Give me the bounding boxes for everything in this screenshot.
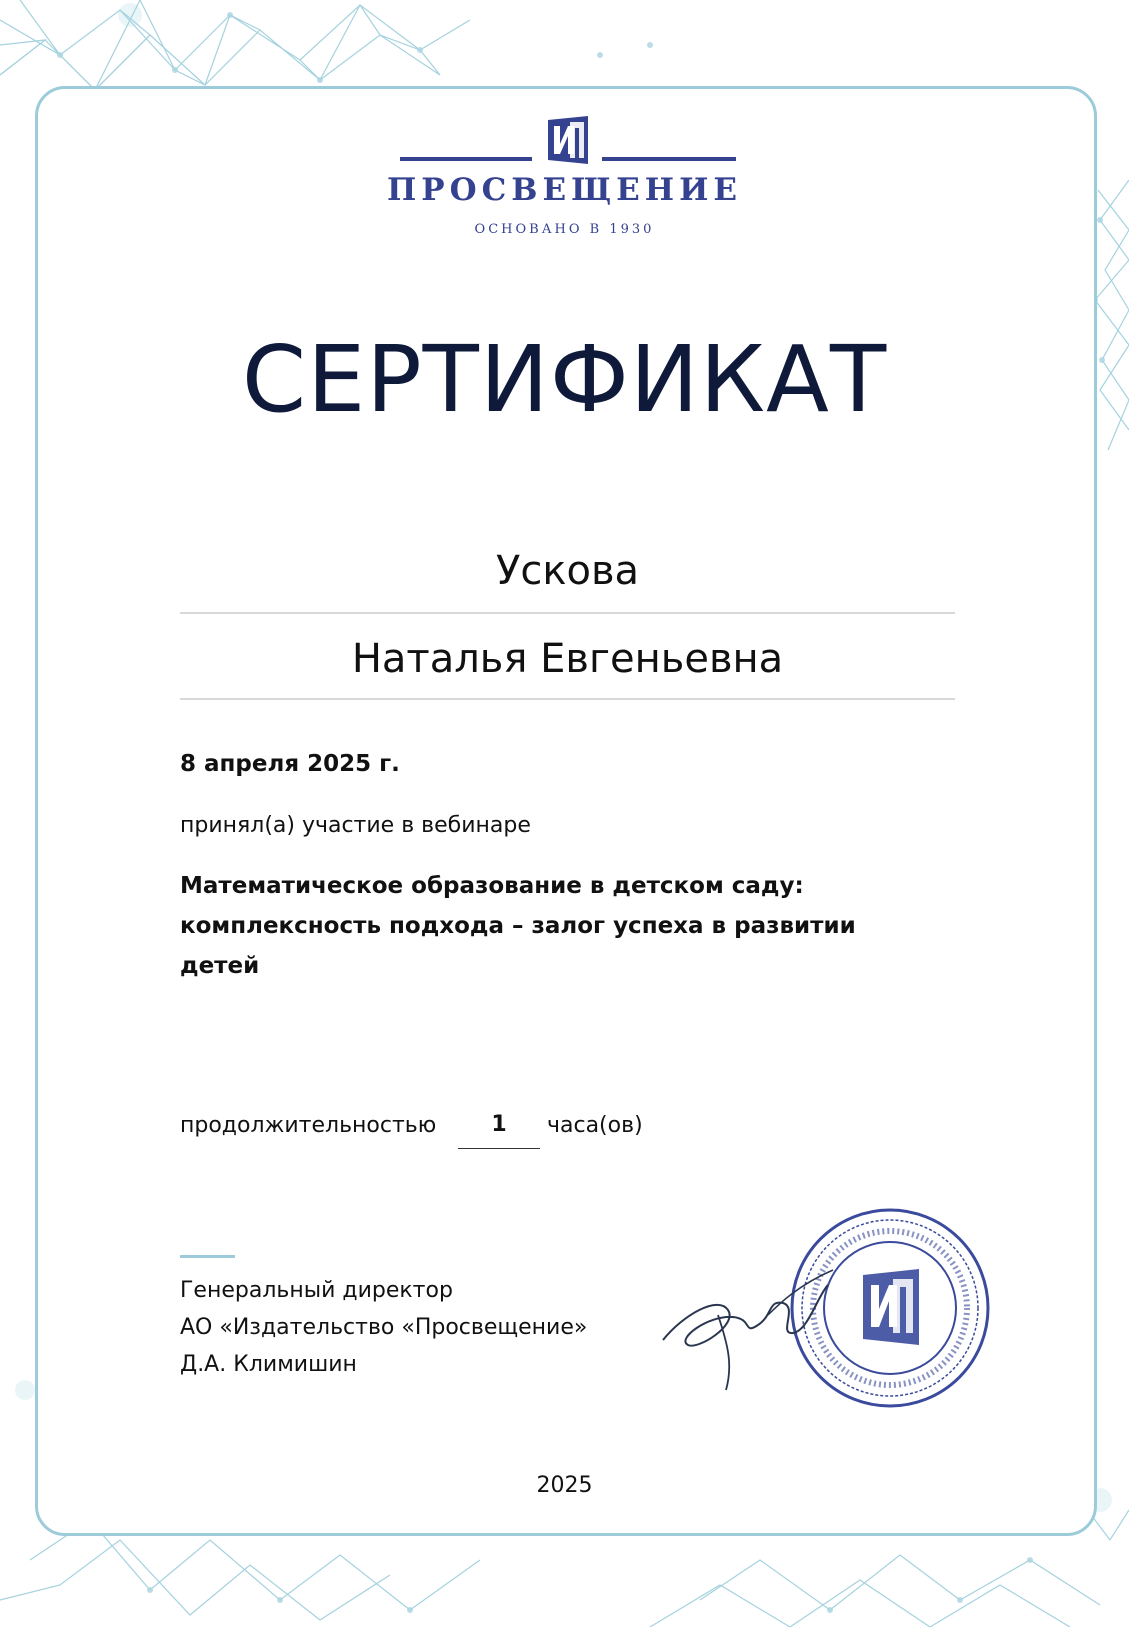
webinar-topic-line: детей [180,953,260,979]
duration-value: 1 [491,1112,507,1137]
event-date: 8 апреля 2025 г. [180,751,400,777]
surname-underline [180,612,955,614]
signatory-name: Д.А. Климишин [180,1352,357,1377]
webinar-topic-line: Математическое образование в детском саду: [180,873,804,899]
participation-text: принял(а) участие в вебинаре [180,813,531,838]
webinar-topic-line: комплексность подхода – залог успеха в развитии [180,913,856,939]
director-signature [658,1255,838,1395]
duration-label: продолжительностью [180,1113,437,1138]
publisher-name: ПРОСВЕЩЕНИЕ [386,172,742,208]
certificate-year: 2025 [536,1473,593,1498]
recipient-given-names: Наталья Евгеньевна [351,636,784,682]
signatory-accent-line [180,1255,235,1258]
duration-unit: часа(ов) [547,1113,643,1138]
prosveshchenie-logo-icon [546,114,590,166]
given-names-underline [180,698,955,700]
duration-underline [458,1148,540,1149]
webinar-topic [180,866,960,986]
publisher-founded: ОСНОВАНО В 1930 [474,222,655,237]
recipient-surname: Ускова [495,548,640,594]
signatory-organization: АО «Издательство «Просвещение» [180,1315,588,1340]
signatory-position: Генеральный директор [180,1278,453,1303]
certificate-title: СЕРТИФИКАТ [241,326,888,433]
